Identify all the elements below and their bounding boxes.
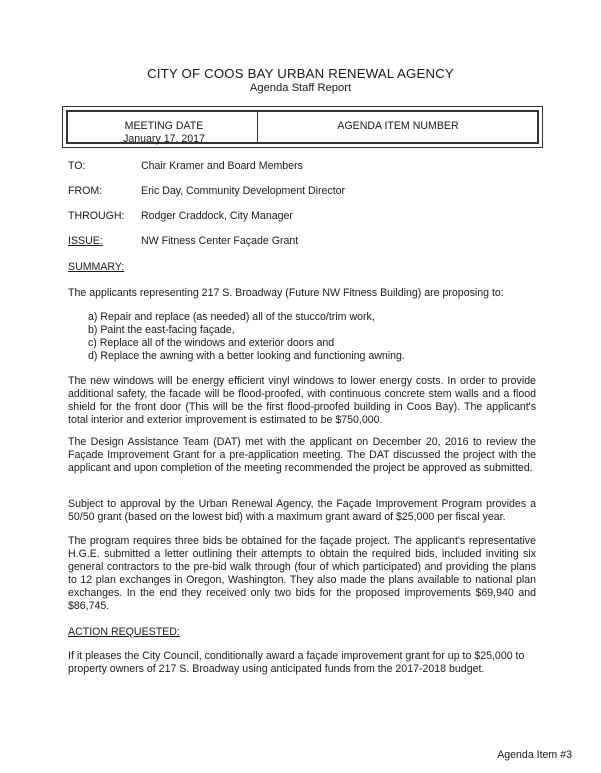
through-label: THROUGH: [68, 210, 125, 222]
agenda-item-number-label: AGENDA ITEM NUMBER [337, 120, 459, 132]
agenda-item-number-cell [258, 120, 538, 133]
summary-heading: SUMMARY: [68, 261, 125, 273]
list-item: c) Replace all of the windows and exterior doors and [88, 337, 335, 349]
summary-intro: The applicants representing 217 S. Broadway (Future NW Fitness Building) are proposing to: [68, 287, 504, 299]
meeting-info-box [62, 106, 543, 148]
meeting-date-label: MEETING DATE [124, 120, 204, 132]
summary-paragraph: The new windows will be energy efficient vinyl windows to lower energy costs. In order to provide additional safety, the facade will be flood-proofed, with continuous concrete stem walls and a flood shield for the front door (This will be the first flood-proofed building in Coos Bay). The applicant's total interior and exterior improvement is estimated to be $750,000. [68, 375, 536, 426]
to-label: TO: [68, 160, 86, 172]
to-value: Chair Kramer and Board Members [141, 160, 303, 172]
action-requested-text: If it pleases the City Council, conditionally award a façade improvement grant for up to $25,000 to property owners of 217 S. Broadway using anticipated funds from the 2017-2018 budget. [68, 650, 525, 675]
summary-paragraph: The program requires three bids be obtained for the façade project. The applicant's representative H.G.E. submitted a letter outlining their attempts to obtain the required bids, included inviting six general contractors to the pre-bid walk through (four of which participated) and providing the plans to 12 plan exchanges in Oregon, Washington. They also made the plans available to national plan exchanges. In the end they received only two bids for the proposed improvements $69,940 and $86,745. [68, 535, 536, 612]
list-item: a) Repair and replace (as needed) all of the stucco/trim work, [88, 311, 375, 323]
summary-paragraph: Subject to approval by the Urban Renewal Agency, the Façade Improvement Program provides a 50/50 grant (based on the lowest bid) with a maximum grant award of $25,000 per fiscal year. [68, 498, 536, 523]
agency-title: CITY OF COOS BAY URBAN RENEWAL AGENCY [147, 66, 454, 81]
meeting-date-value: January 17, 2017 [123, 133, 205, 145]
summary-paragraph: The Design Assistance Team (DAT) met with the applicant on December 20, 2016 to review the Façade Improvement Grant for a pre-application meeting. The DAT discussed the project with the applicant and upon completion of the meeting recommended the project be approved as submitted. [68, 436, 536, 474]
issue-value: NW Fitness Center Façade Grant [141, 235, 299, 247]
proposal-list [88, 311, 528, 363]
action-requested-heading: ACTION REQUESTED: [68, 626, 180, 638]
from-value: Eric Day, Community Development Director [141, 185, 346, 197]
list-item: d) Replace the awning with a better looking and functioning awning. [88, 350, 405, 362]
meeting-info-inner-frame [66, 110, 539, 144]
from-label: FROM: [68, 185, 103, 197]
report-subtitle: Agenda Staff Report [249, 82, 352, 94]
list-item: b) Paint the east-facing façade, [88, 324, 235, 336]
through-value: Rodger Craddock, City Manager [141, 210, 293, 222]
meeting-date-cell [74, 120, 254, 146]
issue-label: ISSUE: [68, 235, 103, 247]
agenda-item-footer: Agenda Item #3 [497, 749, 572, 761]
